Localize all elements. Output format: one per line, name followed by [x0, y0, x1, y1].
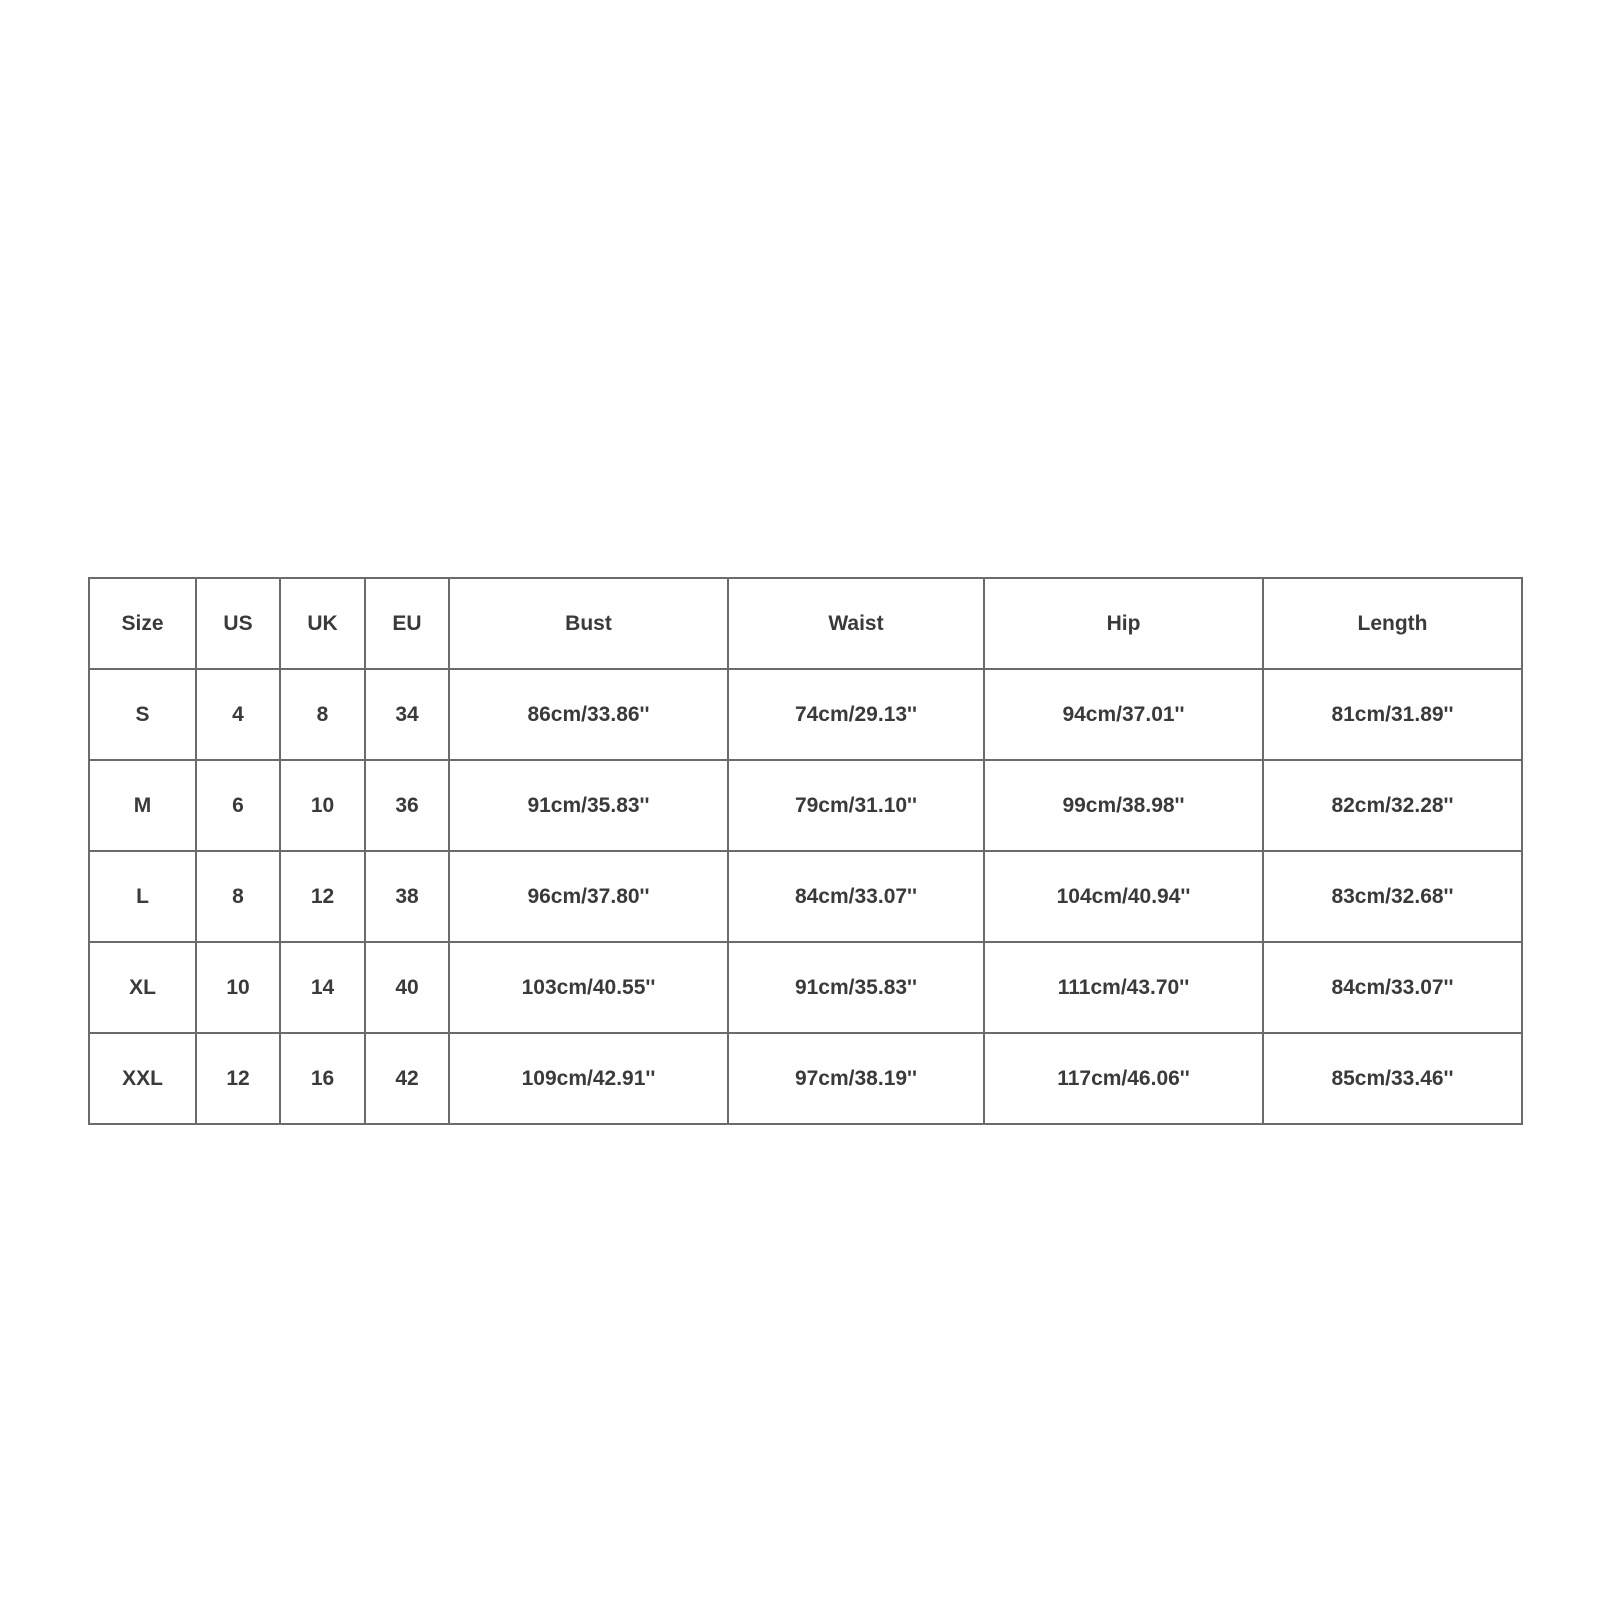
cell-eu: 42 [365, 1033, 449, 1124]
table-header-row [89, 578, 1522, 669]
cell-hip: 104cm/40.94'' [984, 851, 1263, 942]
cell-uk: 14 [280, 942, 365, 1033]
header-us: US [196, 578, 280, 669]
cell-length: 84cm/33.07'' [1263, 942, 1522, 1033]
cell-uk: 8 [280, 669, 365, 760]
cell-eu: 36 [365, 760, 449, 851]
cell-uk: 12 [280, 851, 365, 942]
cell-size: S [89, 669, 196, 760]
cell-hip: 111cm/43.70'' [984, 942, 1263, 1033]
cell-bust: 96cm/37.80'' [449, 851, 728, 942]
cell-eu: 34 [365, 669, 449, 760]
header-bust: Bust [449, 578, 728, 669]
cell-length: 82cm/32.28'' [1263, 760, 1522, 851]
cell-hip: 117cm/46.06'' [984, 1033, 1263, 1124]
size-chart-table [88, 577, 1523, 1125]
cell-bust: 86cm/33.86'' [449, 669, 728, 760]
header-size: Size [89, 578, 196, 669]
cell-hip: 94cm/37.01'' [984, 669, 1263, 760]
cell-length: 83cm/32.68'' [1263, 851, 1522, 942]
cell-size: XXL [89, 1033, 196, 1124]
table-row [89, 851, 1522, 942]
cell-us: 4 [196, 669, 280, 760]
cell-uk: 10 [280, 760, 365, 851]
cell-waist: 91cm/35.83'' [728, 942, 984, 1033]
cell-bust: 91cm/35.83'' [449, 760, 728, 851]
cell-bust: 109cm/42.91'' [449, 1033, 728, 1124]
cell-waist: 84cm/33.07'' [728, 851, 984, 942]
header-eu: EU [365, 578, 449, 669]
cell-hip: 99cm/38.98'' [984, 760, 1263, 851]
cell-eu: 38 [365, 851, 449, 942]
header-waist: Waist [728, 578, 984, 669]
header-uk: UK [280, 578, 365, 669]
cell-length: 81cm/31.89'' [1263, 669, 1522, 760]
table-row [89, 1033, 1522, 1124]
table-row [89, 942, 1522, 1033]
cell-length: 85cm/33.46'' [1263, 1033, 1522, 1124]
cell-waist: 97cm/38.19'' [728, 1033, 984, 1124]
cell-uk: 16 [280, 1033, 365, 1124]
cell-waist: 79cm/31.10'' [728, 760, 984, 851]
header-length: Length [1263, 578, 1522, 669]
cell-size: M [89, 760, 196, 851]
cell-us: 8 [196, 851, 280, 942]
cell-us: 12 [196, 1033, 280, 1124]
table-row [89, 760, 1522, 851]
cell-us: 6 [196, 760, 280, 851]
cell-eu: 40 [365, 942, 449, 1033]
cell-us: 10 [196, 942, 280, 1033]
cell-size: L [89, 851, 196, 942]
header-hip: Hip [984, 578, 1263, 669]
cell-waist: 74cm/29.13'' [728, 669, 984, 760]
table-row [89, 669, 1522, 760]
cell-size: XL [89, 942, 196, 1033]
cell-bust: 103cm/40.55'' [449, 942, 728, 1033]
